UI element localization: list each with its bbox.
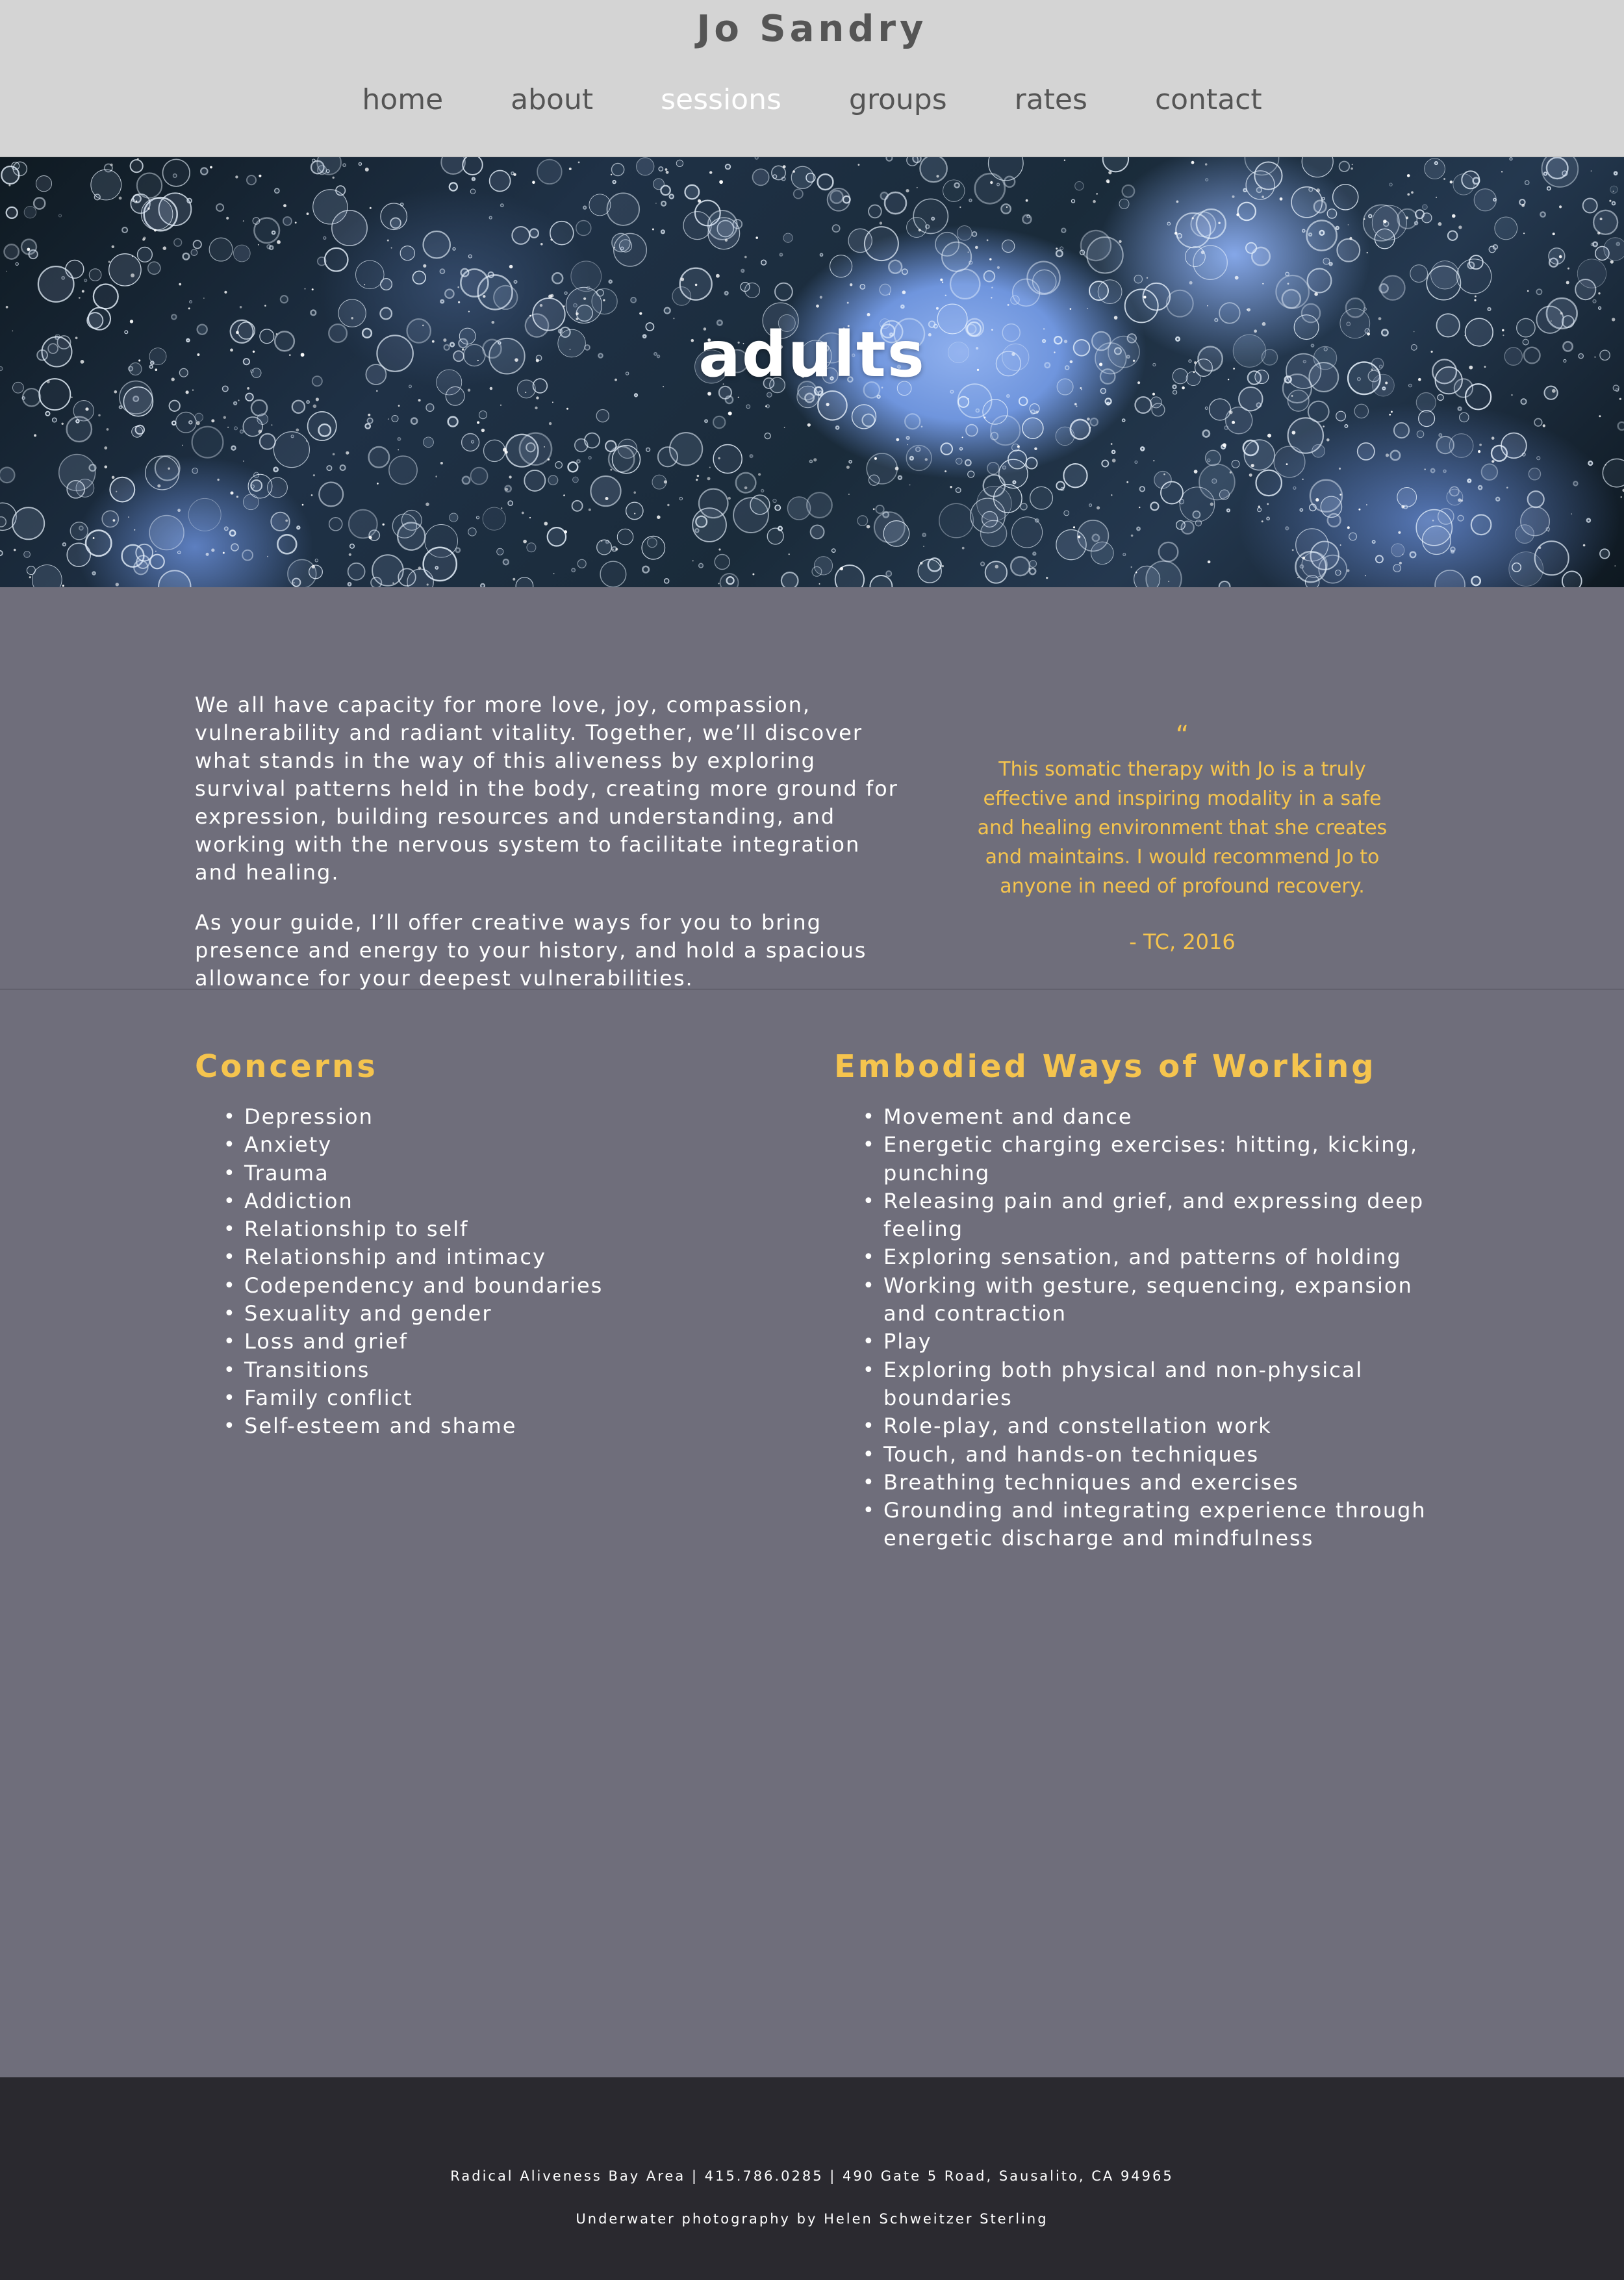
- testimonial-quote: [968, 722, 1397, 954]
- list-item: • Sexuality and gender: [244, 1300, 818, 1328]
- list-item: • Self-esteem and shame: [244, 1412, 818, 1440]
- footer-contact-info: Radical Aliveness Bay Area | 415.786.0285 | 490 Gate 5 Road, Sausalito, CA 94965: [450, 2168, 1174, 2184]
- nav-item-contact[interactable]: contact: [1154, 83, 1262, 116]
- list-item: • Loss and grief: [244, 1328, 818, 1356]
- list-item: • Relationship to self: [244, 1215, 818, 1243]
- list-item: • Energetic charging exercises: hitting, kicking, punching: [883, 1131, 1458, 1187]
- list-item: • Addiction: [244, 1187, 818, 1215]
- concerns-heading: Concerns: [195, 1048, 378, 1085]
- quote-text: This somatic therapy with Jo is a truly effective and inspiring modality in a safe and healing environment that she creates and maintains. I would recommend Jo to anyone in need of profound recovery.: [977, 758, 1388, 898]
- ways-of-working-section: [834, 1048, 1458, 1553]
- list-item: • Anxiety: [244, 1131, 818, 1159]
- list-item: • Touch, and hands-on techniques: [883, 1441, 1458, 1469]
- hero-banner: [0, 157, 1624, 587]
- intro-section: [0, 587, 1624, 990]
- site-title[interactable]: Jo Sandry: [696, 8, 928, 50]
- page-title: adults: [698, 318, 926, 391]
- nav-item-home[interactable]: home: [362, 83, 444, 116]
- list-item: • Role-play, and constellation work: [883, 1412, 1458, 1440]
- intro-paragraph: We all have capacity for more love, joy, compassion, vulnerability and radiant vitality. Together, we’ll discover what stands in the way of this aliveness by exploring survival patterns held in the body, creating more ground for expression, building resources and understanding, and working with the nervous system to facilitate integration and healing.: [195, 692, 898, 885]
- main-nav: [0, 83, 1624, 116]
- quote-author: - TC, 2016: [1129, 930, 1236, 954]
- list-item: • Play: [883, 1328, 1458, 1356]
- list-item: • Exploring both physical and non-physical boundaries: [883, 1356, 1458, 1413]
- list-item: • Codependency and boundaries: [244, 1272, 818, 1300]
- site-header: [0, 0, 1624, 157]
- site-footer: [0, 2077, 1624, 2280]
- list-item: • Movement and dance: [883, 1103, 1458, 1131]
- list-item: • Trauma: [244, 1159, 818, 1187]
- nav-item-about[interactable]: about: [511, 83, 594, 116]
- ways-list: [834, 1103, 1458, 1553]
- list-item: • Releasing pain and grief, and expressing deep feeling: [883, 1187, 1458, 1244]
- list-item: • Grounding and integrating experience through energetic discharge and mindfulness: [883, 1497, 1458, 1553]
- concerns-section: [195, 1048, 818, 1441]
- list-item: • Transitions: [244, 1356, 818, 1384]
- nav-item-rates[interactable]: rates: [1014, 83, 1087, 116]
- footer-photo-credit: Underwater photography by Helen Schweitzer Sterling: [576, 2211, 1048, 2227]
- list-item: • Exploring sensation, and patterns of holding: [883, 1243, 1458, 1271]
- list-item: • Breathing techniques and exercises: [883, 1469, 1458, 1497]
- list-item: • Family conflict: [244, 1384, 818, 1412]
- intro-paragraph: As your guide, I’ll offer creative ways for you to bring presence and energy to your history, and hold a spacious allowance for your deepest vulnerabilities.: [195, 910, 867, 991]
- list-item: • Depression: [244, 1103, 818, 1131]
- list-item: • Relationship and intimacy: [244, 1243, 818, 1271]
- quote-mark-icon: “: [1175, 720, 1189, 750]
- list-item: • Working with gesture, sequencing, expansion and contraction: [883, 1272, 1458, 1328]
- nav-item-groups[interactable]: groups: [848, 83, 947, 116]
- intro-text: [195, 691, 909, 1015]
- nav-item-sessions[interactable]: sessions: [661, 83, 781, 116]
- concerns-list: [195, 1103, 818, 1441]
- ways-heading: Embodied Ways of Working: [834, 1048, 1377, 1085]
